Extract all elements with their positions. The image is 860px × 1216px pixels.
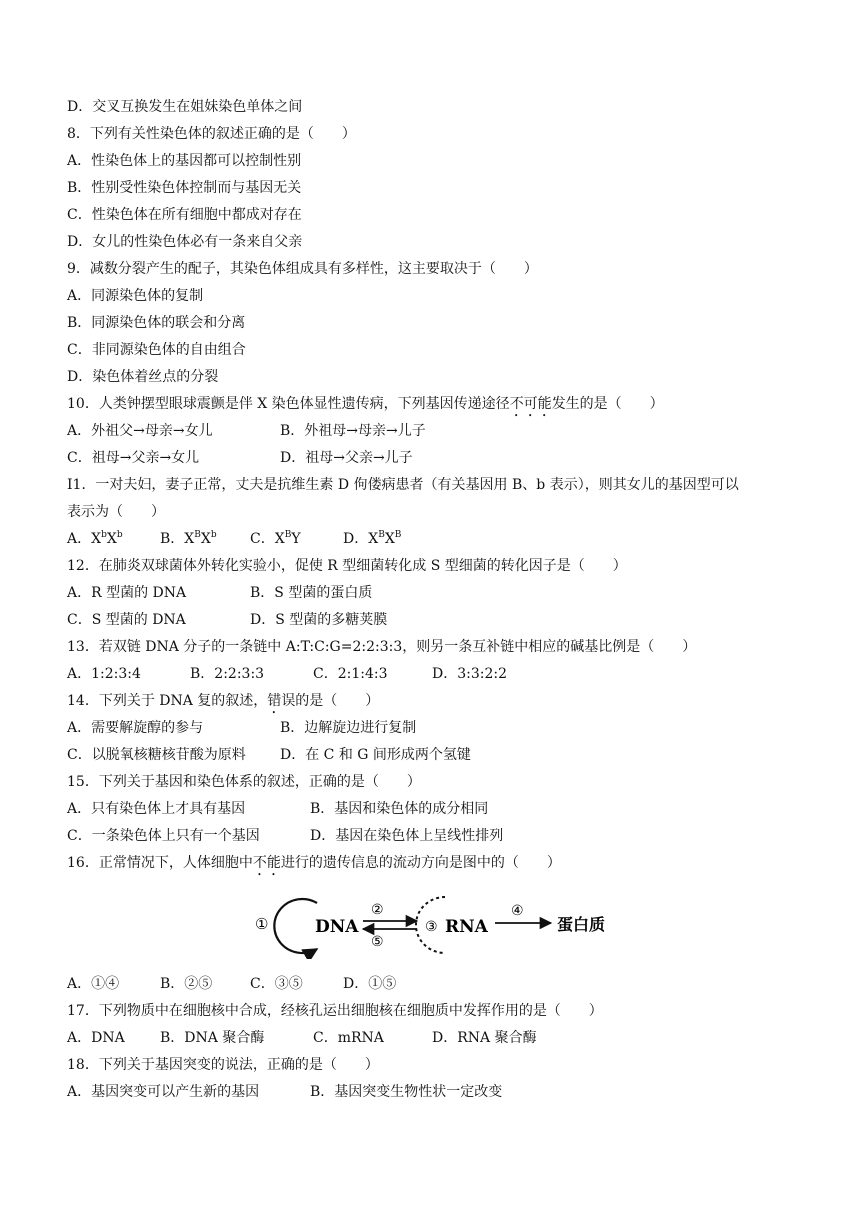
q17-stem: 17．下列物质中在细胞核中合成，经核孔运出细胞核在细胞质中发挥作用的是（ ） [67,1003,603,1019]
q15-option-d: D．基因在染色体上呈线性排列 [310,828,504,844]
q12-option-b: B．S 型菌的蛋白质 [250,585,373,601]
q9-option-b: B．同源染色体的联会和分离 [67,315,246,331]
q8-option-a: A．性染色体上的基因都可以控制性别 [67,153,302,169]
q14-option-d: D．在 C 和 G 间形成两个氢键 [280,747,471,763]
q18-option-b: B．基因突变生物性状一定改变 [310,1084,503,1100]
q12-option-d: D．S 型菌的多糖荚膜 [250,612,388,628]
q18-stem: 18．下列关于基因突变的说法，正确的是（ ） [67,1057,379,1073]
q7-option-d: D．交叉互换发生在姐妹染色单体之间 [67,99,303,115]
q8-option-b: B．性别受性染色体控制而与基因无关 [67,180,302,196]
q15-option-a: A．只有染色体上才具有基因 [67,801,246,817]
q11-option-d: D．$X^BX^B$ [343,530,402,547]
q8-stem: 8．下列有关性染色体的叙述正确的是（ ） [67,126,356,142]
q11-stem-line1: I1．一对夫妇，妻子正常，丈夫是抗维生素 D 佝偻病患者（有关基因用 B、b 表示），则其女儿的基因型可以 [67,477,739,493]
q16-option-a: A．①④ [67,976,120,992]
q16-option-d: D．①⑤ [343,976,397,992]
q14-option-b: B．边解旋边进行复制 [280,720,417,736]
q11-stem-line2: 表示为（ ） [67,504,165,520]
q15-option-b: B．基因和染色体的成分相同 [310,801,489,817]
q12-option-c: C．S 型菌的 DNA [67,612,186,628]
q17-option-c: C．mRNA [313,1030,384,1046]
q14-stem-emphasis: 错 [267,693,282,709]
label-5: ⑤ [371,934,384,950]
q15-stem: 15．下列关于基因和染色体系的叙述，正确的是（ ） [67,774,421,790]
q10-option-d: D．祖母→父亲→儿子 [280,450,413,466]
protein-label: 蛋白质 [557,915,606,934]
label-4: ④ [511,903,524,919]
q10-stem [67,394,664,420]
q13-option-b: B．2:2:3:3 [190,666,265,682]
q8-option-c: C．性染色体在所有细胞中都成对存在 [67,207,302,223]
q9-stem: 9．减数分裂产生的配子，其染色体组成具有多样性，这主要取决于（ ） [67,261,538,277]
q9-option-d: D．染色体着丝点的分裂 [67,369,219,385]
q12-stem: 12．在肺炎双球菌体外转化实验小，促使 R 型细菌转化成 S 型细菌的转化因子是（ ） [67,558,627,574]
q14-option-c: C．以脱氧核糖核苷酸为原料 [67,747,246,763]
q10-stem-before: 10．人类钟摆型眼球震颤是伴 X 染色体显性遗传病，下列基因传递途径 [67,396,510,412]
q9-option-c: C．非同源染色体的自由组合 [67,342,246,358]
genetic-information-flow-diagram [245,889,630,959]
q16-option-b: B．②⑤ [160,976,213,992]
label-3: ③ [425,919,438,935]
q16-option-c: C．③⑤ [250,976,303,992]
q18-option-a: A．基因突变可以产生新的基因 [67,1084,260,1100]
q13-stem: 13．若双链 DNA 分子的一条链中 A:T:C:G=2:2:3:3，则另一条互补链中相应的碱基比例是（ ） [67,639,697,655]
q9-option-a: A．同源染色体的复制 [67,288,204,304]
q11-option-a: A．$X^bX^b$ [67,530,123,547]
q17-option-d: D．RNA 聚合酶 [432,1030,537,1046]
q11-option-b: B．$X^BX^b$ [160,530,217,547]
q10-option-b: B．外祖母→母亲→儿子 [280,423,426,439]
rna-label: RNA [445,917,488,937]
q16-stem: 16．正常情况下，人体细胞中不能进行的遗传信息的流动方向是图中的（ ） [67,855,561,871]
q16-stem-emphasis: 不能 [252,855,281,871]
q14-option-a: A．需要解旋醇的参与 [67,720,204,736]
q12-option-a: A．R 型菌的 DNA [67,585,187,601]
label-1: ① [255,915,269,933]
q10-stem-emphasis: 不可能 [509,396,552,412]
q10-stem-after: 发生的是（ ） [551,396,664,412]
q15-option-c: C．一条染色体上只有一个基因 [67,828,260,844]
q14-stem: 14．下列关于 DNA 复的叙述，错误的是（ ） [67,693,380,709]
q13-option-a: A．1:2:3:4 [67,666,141,682]
q17-option-a: A．DNA [67,1030,125,1046]
q10-option-a: A．外祖父→母亲→女儿 [67,423,213,439]
q8-option-d: D．女儿的性染色体必有一条来自父亲 [67,234,303,250]
q10-option-c: C．祖母→父亲→女儿 [67,450,200,466]
dna-replication-arrow [274,899,317,953]
q11-option-c: C．$X^BY$ [250,530,301,547]
label-2: ② [371,902,384,918]
q13-option-c: C．2:1:4:3 [313,666,388,682]
q13-option-d: D．3:3:2:2 [432,666,508,682]
q17-option-b: B．DNA 聚合酶 [160,1030,265,1046]
dna-label: DNA [315,917,359,937]
